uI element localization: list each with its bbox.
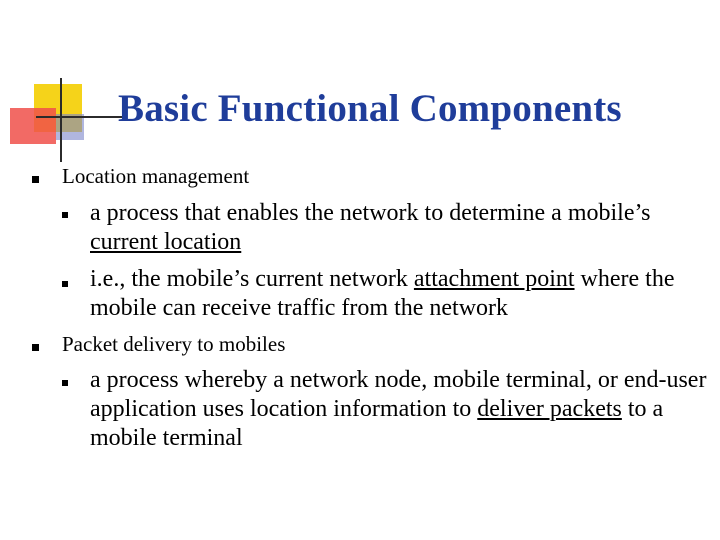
square-bullet-icon xyxy=(32,344,39,351)
item-underlined-text: deliver packets xyxy=(477,396,622,422)
square-bullet-icon xyxy=(62,212,68,218)
square-bullet-icon xyxy=(32,176,39,183)
list-item xyxy=(90,199,710,257)
section-heading: Location management xyxy=(62,164,250,188)
item-text: a process that enables the network to determine a mobile’s xyxy=(90,200,651,226)
square-bullet-icon xyxy=(62,281,68,287)
item-underlined-text: current location xyxy=(90,229,242,255)
item-text: i.e., the mobile’s current network xyxy=(90,266,414,292)
list-item xyxy=(90,265,710,323)
slide-title: Basic Functional Components xyxy=(118,87,622,130)
square-bullet-icon xyxy=(62,380,68,386)
item-text: a process whereby a network node, mobile terminal, or end-user application uses location information to xyxy=(90,367,707,422)
item-underlined-text: attachment point xyxy=(413,266,575,292)
list-item xyxy=(90,366,710,453)
section-heading: Packet delivery to mobiles xyxy=(62,332,286,356)
item-text: to a mobile terminal xyxy=(90,396,664,451)
item-text: where the mobile can receive traffic from the network xyxy=(90,266,675,321)
